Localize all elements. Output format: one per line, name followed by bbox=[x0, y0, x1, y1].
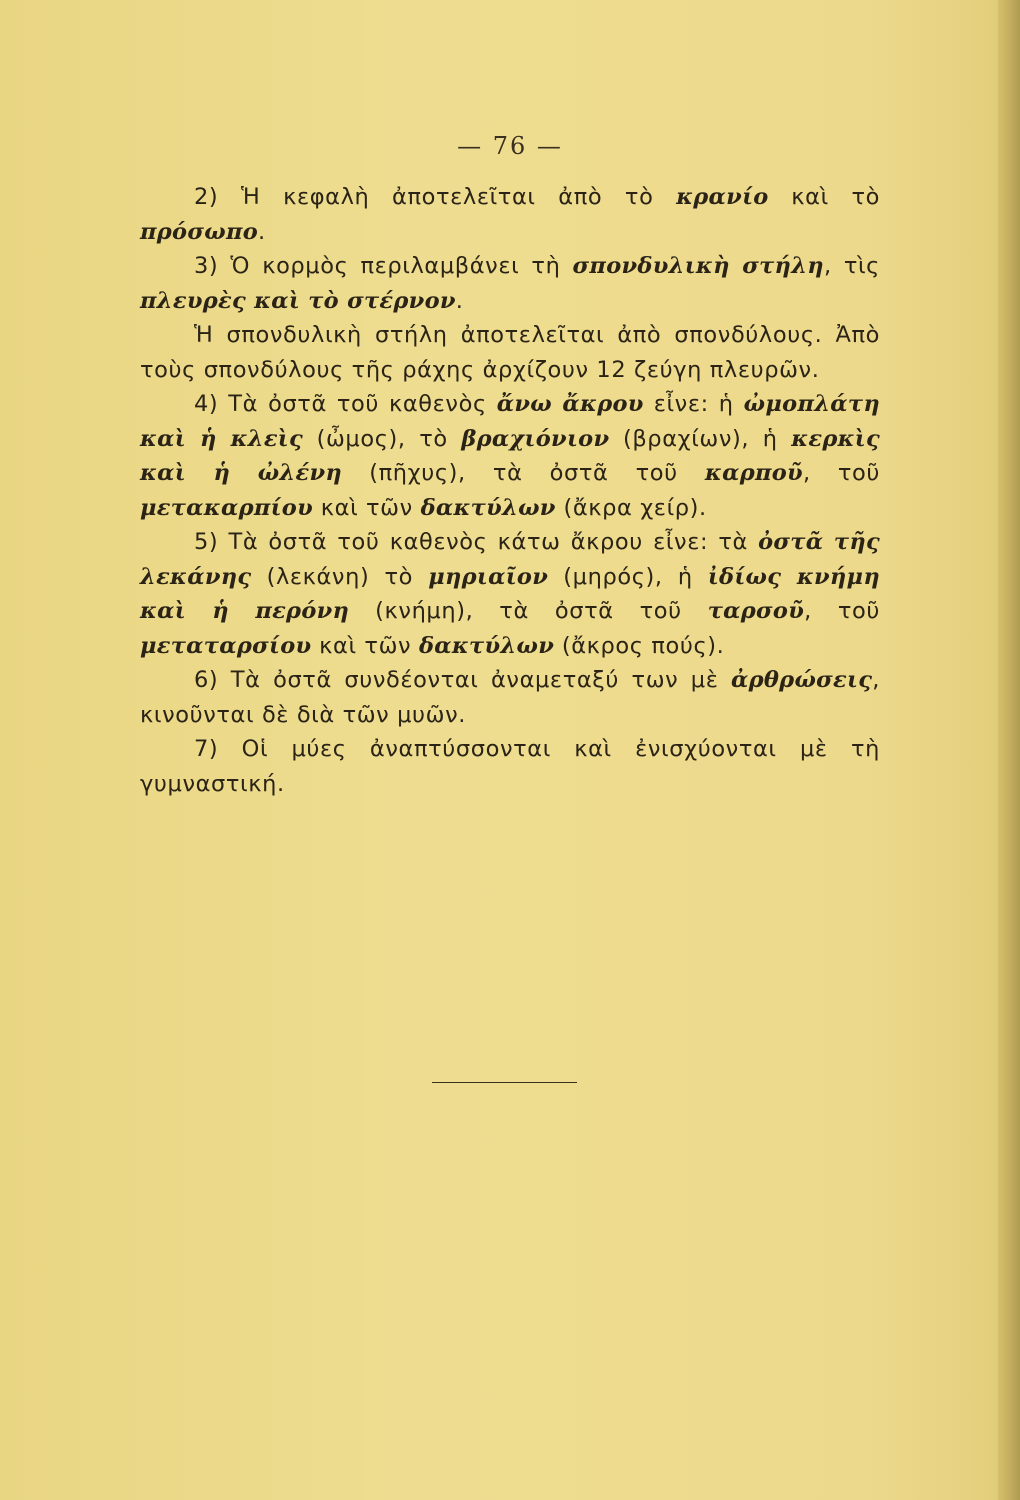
emphasized-term: μεταταρσίου bbox=[140, 632, 312, 659]
text-run: 2) Ἡ κεφαλὴ ἀποτελεῖται ἀπὸ τὸ bbox=[194, 184, 677, 210]
emphasized-term: πρόσωπο bbox=[140, 218, 259, 245]
text-run: . bbox=[455, 287, 464, 314]
paragraph-7 bbox=[140, 732, 880, 801]
text-run: . bbox=[258, 218, 266, 245]
text-run: (κνήμη), τὰ ὀστᾶ τοῦ bbox=[349, 598, 708, 624]
text-run: (ἄκρος πούς). bbox=[554, 632, 725, 659]
paragraph-3b bbox=[140, 318, 880, 387]
text-run: καὶ τῶν bbox=[311, 632, 419, 659]
section-end-rule bbox=[432, 1082, 577, 1083]
text-run: (λεκάνη) τὸ bbox=[251, 563, 429, 590]
body-text bbox=[140, 180, 880, 801]
emphasized-term: μηριαῖον bbox=[428, 563, 549, 590]
text-run: (πῆχυς), τὰ ὀστᾶ τοῦ bbox=[342, 460, 705, 486]
text-run: Ἡ σπονδυλικὴ στήλη ἀποτελεῖται ἀπὸ σπονδύλους. Ἀπὸ τοὺς σπονδύλους τῆς ράχης ἀρχίζουν 12 ζεύγη πλευρῶν. bbox=[140, 322, 880, 383]
text-run: 6) Τὰ ὀστᾶ συνδέονται ἀναμεταξύ των μὲ bbox=[194, 667, 731, 693]
emphasized-term: κερκὶς καὶ ἡ ὠλένη bbox=[140, 425, 880, 486]
emphasized-term: ὀστᾶ τῆς λεκάνης bbox=[140, 529, 881, 590]
text-run: (ἄκρα χείρ). bbox=[555, 494, 707, 521]
text-run: , τοῦ bbox=[802, 460, 880, 486]
text-run: καὶ τὸ bbox=[768, 184, 880, 210]
paragraph-2 bbox=[140, 180, 880, 249]
emphasized-term: ἄνω ἄκρου bbox=[496, 391, 644, 417]
text-run: καὶ τῶν bbox=[313, 494, 421, 521]
text-run: (ὦμος), τὸ bbox=[303, 425, 462, 452]
text-run: 3) Ὁ κορμὸς περιλαμβάνει τὴ bbox=[194, 253, 573, 279]
text-run: 4) Τὰ ὀστᾶ τοῦ καθενὸς bbox=[194, 391, 497, 417]
emphasized-term: μετακαρπίου bbox=[140, 494, 314, 521]
text-run: , τὶς bbox=[823, 253, 880, 279]
text-run: (μηρός), ἡ bbox=[548, 563, 708, 590]
paragraph-5 bbox=[140, 525, 880, 663]
text-run: εἶνε: ἡ bbox=[643, 391, 744, 417]
paragraph-3 bbox=[140, 249, 880, 318]
emphasized-term: δακτύλων bbox=[418, 632, 555, 659]
emphasized-term: καρποῦ bbox=[704, 460, 803, 486]
paragraph-6 bbox=[140, 663, 880, 732]
emphasized-term: κρανίο bbox=[676, 184, 769, 210]
text-run: , τοῦ bbox=[804, 598, 881, 624]
text-run: , κινοῦνται δὲ διὰ τῶν μυῶν. bbox=[140, 667, 880, 728]
emphasized-term: ἀρθρώσεις bbox=[731, 667, 873, 693]
paragraph-4 bbox=[140, 387, 880, 525]
text-run: 5) Τὰ ὀστᾶ τοῦ καθενὸς κάτω ἄκρου εἶνε: τὰ bbox=[194, 529, 759, 555]
text-run: (βραχίων), ἡ bbox=[609, 425, 792, 452]
page-number: — 76 — bbox=[457, 132, 563, 160]
emphasized-term: βραχιόνιον bbox=[461, 425, 610, 452]
page-spine-shadow bbox=[998, 0, 1020, 1500]
emphasized-term: δακτύλων bbox=[420, 494, 556, 521]
emphasized-term: ταρσοῦ bbox=[707, 598, 805, 624]
emphasized-term: πλευρὲς καὶ τὸ στέρνον bbox=[140, 287, 456, 314]
emphasized-term: ὠμοπλάτη καὶ ἡ κλεὶς bbox=[140, 391, 880, 452]
emphasized-term: σπονδυλικὴ στήλη bbox=[572, 253, 824, 279]
emphasized-term: ἰδίως κνήμη καὶ ἡ περόνη bbox=[140, 563, 880, 624]
text-run: 7) Οἱ μύες ἀναπτύσσονται καὶ ἐνισχύονται μὲ τὴ γυμναστική. bbox=[140, 736, 880, 797]
